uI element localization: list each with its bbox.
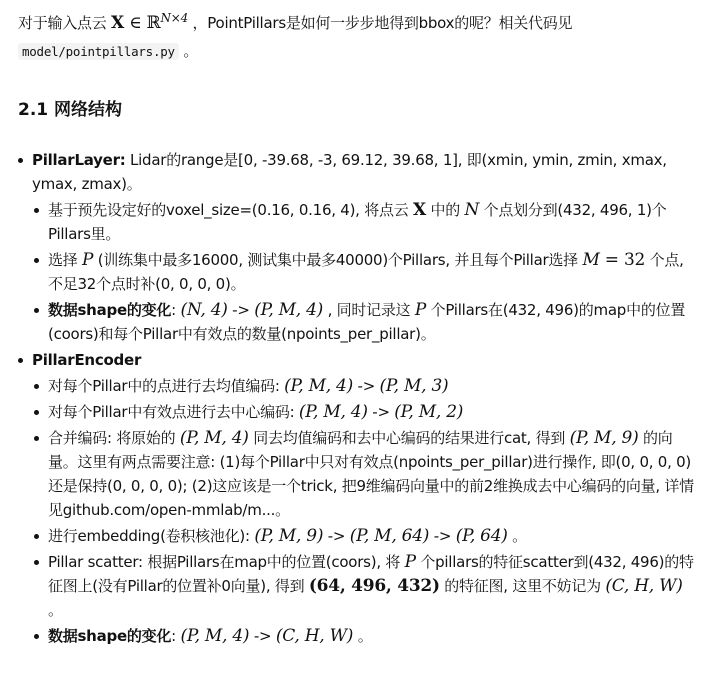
math-shape: (P, 64) [455,526,508,546]
text: 的特征图, 这里不妨记为 [439,577,606,595]
text: : [171,627,181,645]
list-item [32,550,701,622]
arrow: -> [353,377,380,395]
text: 进行embedding(卷积核池化): [48,527,255,545]
list-item-pillar-layer [18,148,701,346]
text: , 同时记录这 [323,301,415,319]
math-shape: (P, M, 4) [179,428,249,448]
intro-text: 对于输入点云 [18,14,112,32]
list-item [32,298,701,346]
pillar-layer-title: PillarLayer: [32,151,126,169]
top-list [18,148,701,648]
pillar-encoder-sublist [32,374,701,648]
intro-paragraph [18,6,701,35]
intro-text-2: ，PointPillars是如何一步步地得到bbox的呢？相关代码见 [187,14,573,32]
math-X: X [412,200,426,220]
math-P: P [414,300,427,320]
text: 对每个Pillar中的点进行去均值编码: [48,377,285,395]
list-item [32,426,701,522]
text: 。 [353,627,373,645]
math-eq: = [599,250,624,270]
math-shape: (P, M, 2) [394,402,464,422]
text: 基于预先设定好的voxel_size=(0.16, 0.16, 4), 将点云 [48,201,413,219]
math-M: M [582,250,600,270]
math-shape: (P, M, 64) [349,526,430,546]
intro-paragraph-line2 [18,39,701,64]
math-shape: (P, M, 4) [180,626,250,646]
text: : [171,301,181,319]
pillar-layer-sublist [32,198,701,346]
text: 。 [507,527,527,545]
text: 对每个Pillar中有效点进行去中心编码: [48,403,299,421]
math-P: P [82,250,94,270]
math-X: X [111,13,124,33]
text: 个pillars的特征scatter到(432, 496)的特征图上(没有Pillar的位置补0向量), 得到 [48,553,694,595]
text: Pillar scatter: 根据Pillars在map中的位置(coors), 将 [48,553,405,571]
arrow: -> [323,527,350,545]
math-shape: (P, M, 3) [379,376,449,396]
arrow: -> [429,527,456,545]
math-32: 32 [623,250,646,270]
arrow: -> [249,627,276,645]
text: 中的 [425,201,465,219]
list-item [32,400,701,424]
list-item [32,374,701,398]
text: 选择 [48,251,83,269]
shape-change-label: 数据shape的变化 [48,627,172,645]
math-shape: (P, M, 4) [298,402,368,422]
list-item [32,624,701,648]
shape-change-label: 数据shape的变化 [48,301,172,319]
math-shape: (64, 496, 432) [308,576,440,596]
math-R: ℝ [146,13,161,33]
math-in: ∈ [123,13,147,33]
text: (训练集中最多16000, 测试集中最多40000)个Pillars, 并且每个Pillar选择 [93,251,583,269]
list-item [32,198,701,246]
list-item-pillar-encoder [18,348,701,648]
text: 个点, 不足32个点时补(0, 0, 0, 0)。 [48,251,684,293]
intro-end: 。 [178,42,199,60]
article [0,6,711,677]
math-shape: (C, H, W) [605,576,683,596]
math-shape: (C, H, W) [275,626,354,646]
math-shape: (N, 4) [180,300,228,320]
text: 。 [48,601,63,619]
pillar-layer-desc: Lidar的range是[0, -39.68, -3, 69.12, 39.68, 1], 即(xmin, ymin, zmin, xmax, ymax, zmax)。 [32,151,667,193]
math-P: P [404,552,416,572]
text: 个点划分到(432, 496, 1)个Pillars里。 [48,201,667,243]
math-N: N [464,200,480,220]
pillar-encoder-title: PillarEncoder [32,351,142,369]
section-heading: 2.1 网络结构 [18,100,123,120]
math-sup: N×4 [160,11,188,25]
arrow: -> [367,403,395,421]
math-shape: (P, M, 4) [254,300,324,320]
list-item [32,248,701,296]
code-path: model/pointpillars.py [18,43,179,60]
math-shape: (P, M, 4) [284,376,354,396]
math-shape: (P, M, 9) [569,428,639,448]
arrow: -> [227,301,255,319]
list-item [32,524,701,548]
math-shape: (P, M, 9) [254,526,324,546]
text: 同去均值编码和去中心编码的结果进行cat, 得到 [248,429,570,447]
text: 合并编码: 将原始的 [48,429,180,447]
text: 的向量。这里有两点需要注意: (1)每个Pillar中只对有效点(npoints_per_pillar)进行操作, 即(0, 0, 0, 0)还是保持(0, 0, 0, 0); (2)这应该是一个trick, 把9维编码向量中的前2维换成去中心编码的向量, 详情见github.com/open-mmlab/m...。 [48,429,694,519]
text: 个Pillars在(432, 496)的map中的位置(coors)和每个Pillar中有效点的数量(npoints_per_pillar)。 [48,301,686,343]
